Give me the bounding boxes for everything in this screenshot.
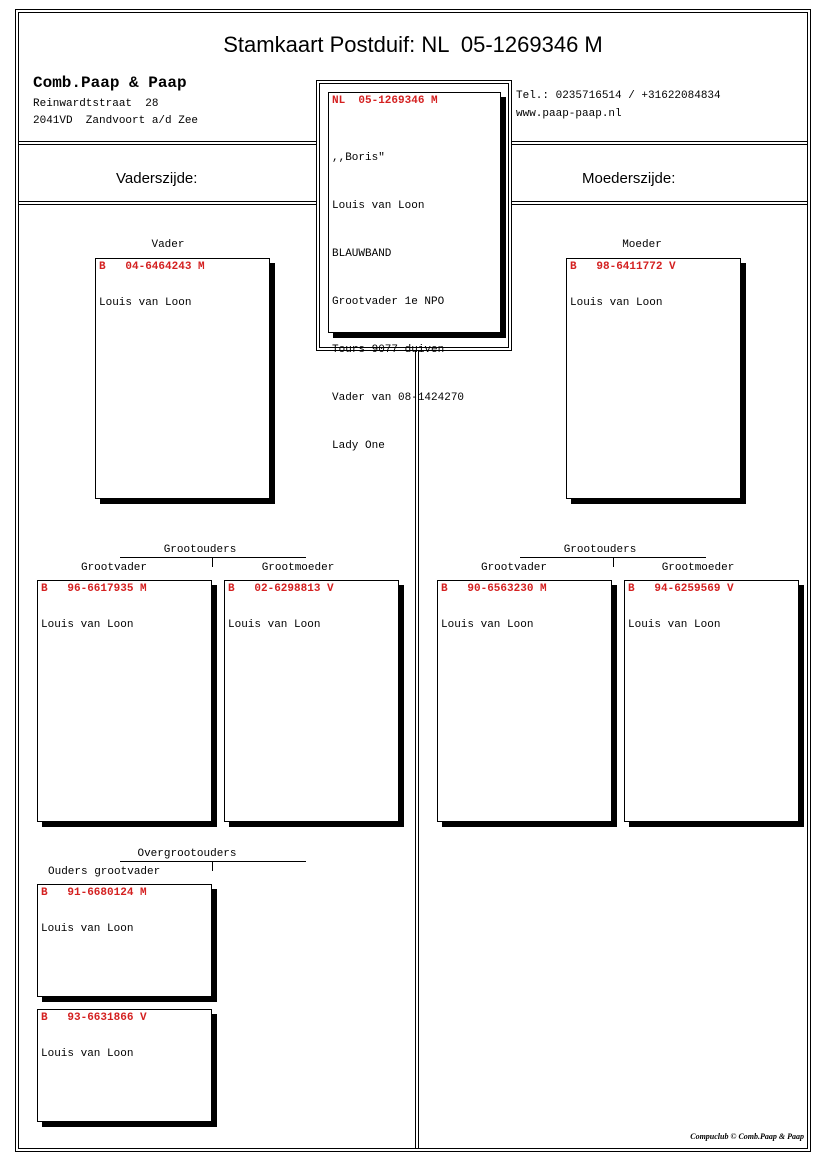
- great-grandparents-label: Overgrootouders: [137, 848, 237, 860]
- fm-card[interactable]: [224, 580, 399, 822]
- father-side-title: Vaderszijde:: [116, 170, 198, 187]
- subject-line: Lady One: [332, 440, 385, 452]
- great-grandparents-line: [120, 861, 306, 862]
- fm-breeder: Louis van Loon: [228, 619, 321, 631]
- grandparents-label-mother-side: Grootouders: [563, 544, 637, 556]
- subject-line: Vader van 08-1424270: [332, 392, 465, 404]
- owner-name: Comb.Paap & Paap: [33, 74, 187, 92]
- subject-card: [328, 92, 501, 452]
- grandparents-tick-father-side: [212, 557, 213, 567]
- fff-ring: B 91-6680124 M: [41, 887, 147, 899]
- father-breeder: Louis van Loon: [99, 297, 192, 309]
- subject-line: BLAUWBAND: [332, 248, 392, 260]
- mother-breeder: Louis van Loon: [570, 297, 663, 309]
- fff-breeder: Louis van Loon: [41, 923, 134, 935]
- mf-breeder: Louis van Loon: [441, 619, 534, 631]
- owner-city: 2041VD Zandvoort a/d Zee: [33, 115, 199, 127]
- mother-label: Moeder: [622, 239, 662, 251]
- subject-line: Tours 9077 duiven: [332, 344, 445, 356]
- grandmother-label-father-side: Grootmoeder: [261, 562, 335, 574]
- ffm-ring: B 93-6631866 V: [41, 1012, 147, 1024]
- fff-card[interactable]: [37, 884, 212, 997]
- grandparents-label-father-side: Grootouders: [163, 544, 237, 556]
- grandparents-tick-mother-side: [613, 557, 614, 567]
- mm-card[interactable]: [624, 580, 799, 822]
- ff-card[interactable]: [37, 580, 212, 822]
- mf-ring: B 90-6563230 M: [441, 583, 547, 595]
- fm-ring: B 02-6298813 V: [228, 583, 334, 595]
- ff-breeder: Louis van Loon: [41, 619, 134, 631]
- page-title: Stamkaart Postduif: NL 05-1269346 M: [223, 32, 603, 57]
- footer-credit: Compuclub © Comb.Paap & Paap: [690, 1132, 804, 1141]
- mf-card[interactable]: [437, 580, 612, 822]
- ffm-breeder: Louis van Loon: [41, 1048, 134, 1060]
- contact-phone: Tel.: 0235716514 / +31622084834: [516, 90, 721, 102]
- grandfather-label-father-side: Grootvader: [80, 562, 147, 574]
- ffm-card[interactable]: [37, 1009, 212, 1122]
- grandfather-label-mother-side: Grootvader: [480, 562, 547, 574]
- grandparents-line-father-side: [120, 557, 306, 558]
- father-card[interactable]: [95, 258, 270, 499]
- subject-line: Louis van Loon: [332, 200, 425, 212]
- subject-details: [332, 118, 464, 486]
- subject-line: ,,Boris": [332, 152, 385, 164]
- mm-breeder: Louis van Loon: [628, 619, 721, 631]
- grandmother-label-mother-side: Grootmoeder: [661, 562, 735, 574]
- mother-card[interactable]: [566, 258, 741, 499]
- mother-side-title: Moederszijde:: [582, 170, 676, 187]
- father-label: Vader: [151, 239, 185, 251]
- contact-web: www.paap-paap.nl: [516, 108, 622, 120]
- mm-ring: B 94-6259569 V: [628, 583, 734, 595]
- ff-ring: B 96-6617935 M: [41, 583, 147, 595]
- father-ring: B 04-6464243 M: [99, 261, 205, 273]
- parents-grandfather-label: Ouders grootvader: [48, 866, 161, 878]
- mother-ring: B 98-6411772 V: [570, 261, 676, 273]
- great-grandparents-tick: [212, 861, 213, 871]
- owner-street: Reinwardtstraat 28: [33, 98, 159, 110]
- subject-line: Grootvader 1e NPO: [332, 296, 445, 308]
- subject-ring: NL 05-1269346 M: [332, 95, 438, 107]
